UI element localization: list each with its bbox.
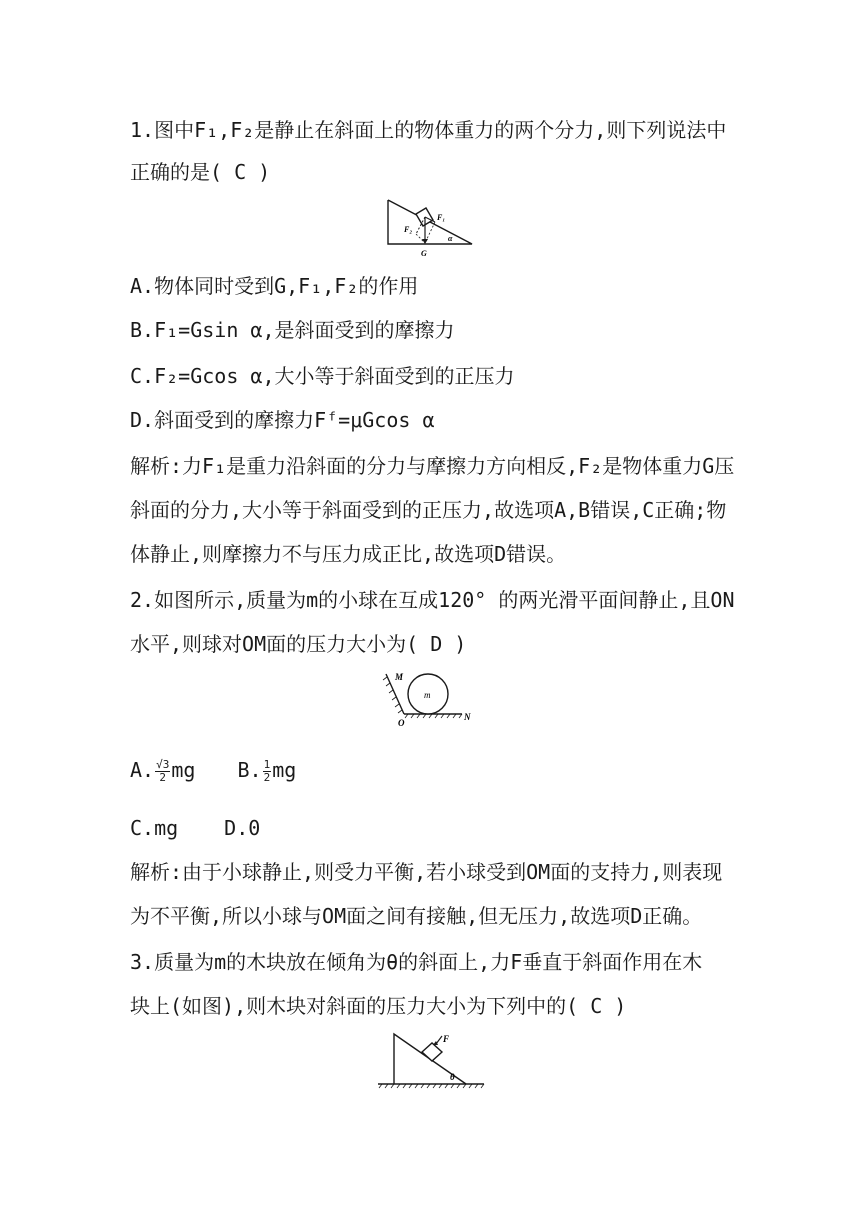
q2-option-b-fraction	[263, 759, 272, 784]
q2-options-ab	[130, 756, 326, 784]
q2-option-b	[237, 756, 296, 784]
q1-stem-line2: 正确的是( C )	[130, 160, 271, 184]
q2-option-a-fraction	[155, 759, 170, 784]
q2-option-c: C.mg	[130, 816, 179, 840]
q1-stem-line1: 1.图中F₁,F₂是静止在斜面上的物体重力的两个分力,则下列说法中	[130, 118, 727, 142]
q3-stem-line1: 3.质量为m的木块放在倾角为θ的斜面上,力F垂直于斜面作用在木	[130, 950, 703, 974]
q1-f1-label: F₁	[437, 213, 446, 222]
q2-stem-line1: 2.如图所示,质量为m的小球在互成120° 的两光滑平面间静止,且ON	[130, 588, 735, 612]
q1-analysis-line1: 解析:力F₁是重力沿斜面的分力与摩擦力方向相反,F₂是物体重力G压	[130, 454, 735, 478]
q3-f-label: F	[443, 1034, 450, 1044]
q3-incline-figure	[374, 1030, 490, 1096]
q1-option-b: B.F₁=Gsin α,是斜面受到的摩擦力	[130, 318, 455, 342]
q2-option-b-suffix: mg	[272, 758, 297, 782]
q2-option-a-prefix: A.	[130, 758, 155, 782]
q2-stem-line2: 水平,则球对OM面的压力大小为( D )	[130, 632, 467, 656]
q3-theta-label: θ	[450, 1072, 455, 1082]
q1-f2-label: F₂	[404, 225, 413, 234]
q2-m-label: M	[395, 672, 404, 682]
q1-alpha-label: α	[448, 234, 453, 243]
q3-stem-line2: 块上(如图),则木块对斜面的压力大小为下列中的( C )	[130, 994, 627, 1018]
q2-option-b-denominator: 2	[263, 771, 271, 784]
q2-n-label: N	[464, 712, 471, 722]
q1-g-label: G	[421, 249, 427, 258]
q2-options-cd	[130, 814, 290, 842]
q2-o-label: O	[398, 718, 405, 728]
q1-analysis-line2: 斜面的分力,大小等于斜面受到的正压力,故选项A,B错误,C正确;物	[130, 498, 727, 522]
q1-option-d: D.斜面受到的摩擦力Fᶠ=μGcos α	[130, 408, 435, 432]
q2-analysis-line2: 为不平衡,所以小球与OM面之间有接触,但无压力,故选项D正确。	[130, 904, 703, 928]
q2-ball-figure	[378, 668, 478, 730]
q2-option-a-denominator: 2	[159, 771, 167, 784]
q2-option-a-suffix: mg	[171, 758, 196, 782]
q2-option-a-numerator: √3	[156, 758, 170, 771]
q2-analysis-line1: 解析:由于小球静止,则受力平衡,若小球受到OM面的支持力,则表现	[130, 860, 723, 884]
q2-option-a	[130, 756, 195, 784]
q2-option-d: D.0	[224, 816, 261, 840]
q1-analysis-line3: 体静止,则摩擦力不与压力成正比,故选项D错误。	[130, 542, 567, 566]
q2-option-b-numerator: 1	[263, 758, 271, 771]
q2-ball-label: m	[424, 690, 431, 700]
q1-option-c: C.F₂=Gcos α,大小等于斜面受到的正压力	[130, 364, 515, 388]
q1-incline-figure	[380, 196, 480, 260]
q1-option-a: A.物体同时受到G,F₁,F₂的作用	[130, 274, 419, 298]
q2-option-b-prefix: B.	[237, 758, 262, 782]
